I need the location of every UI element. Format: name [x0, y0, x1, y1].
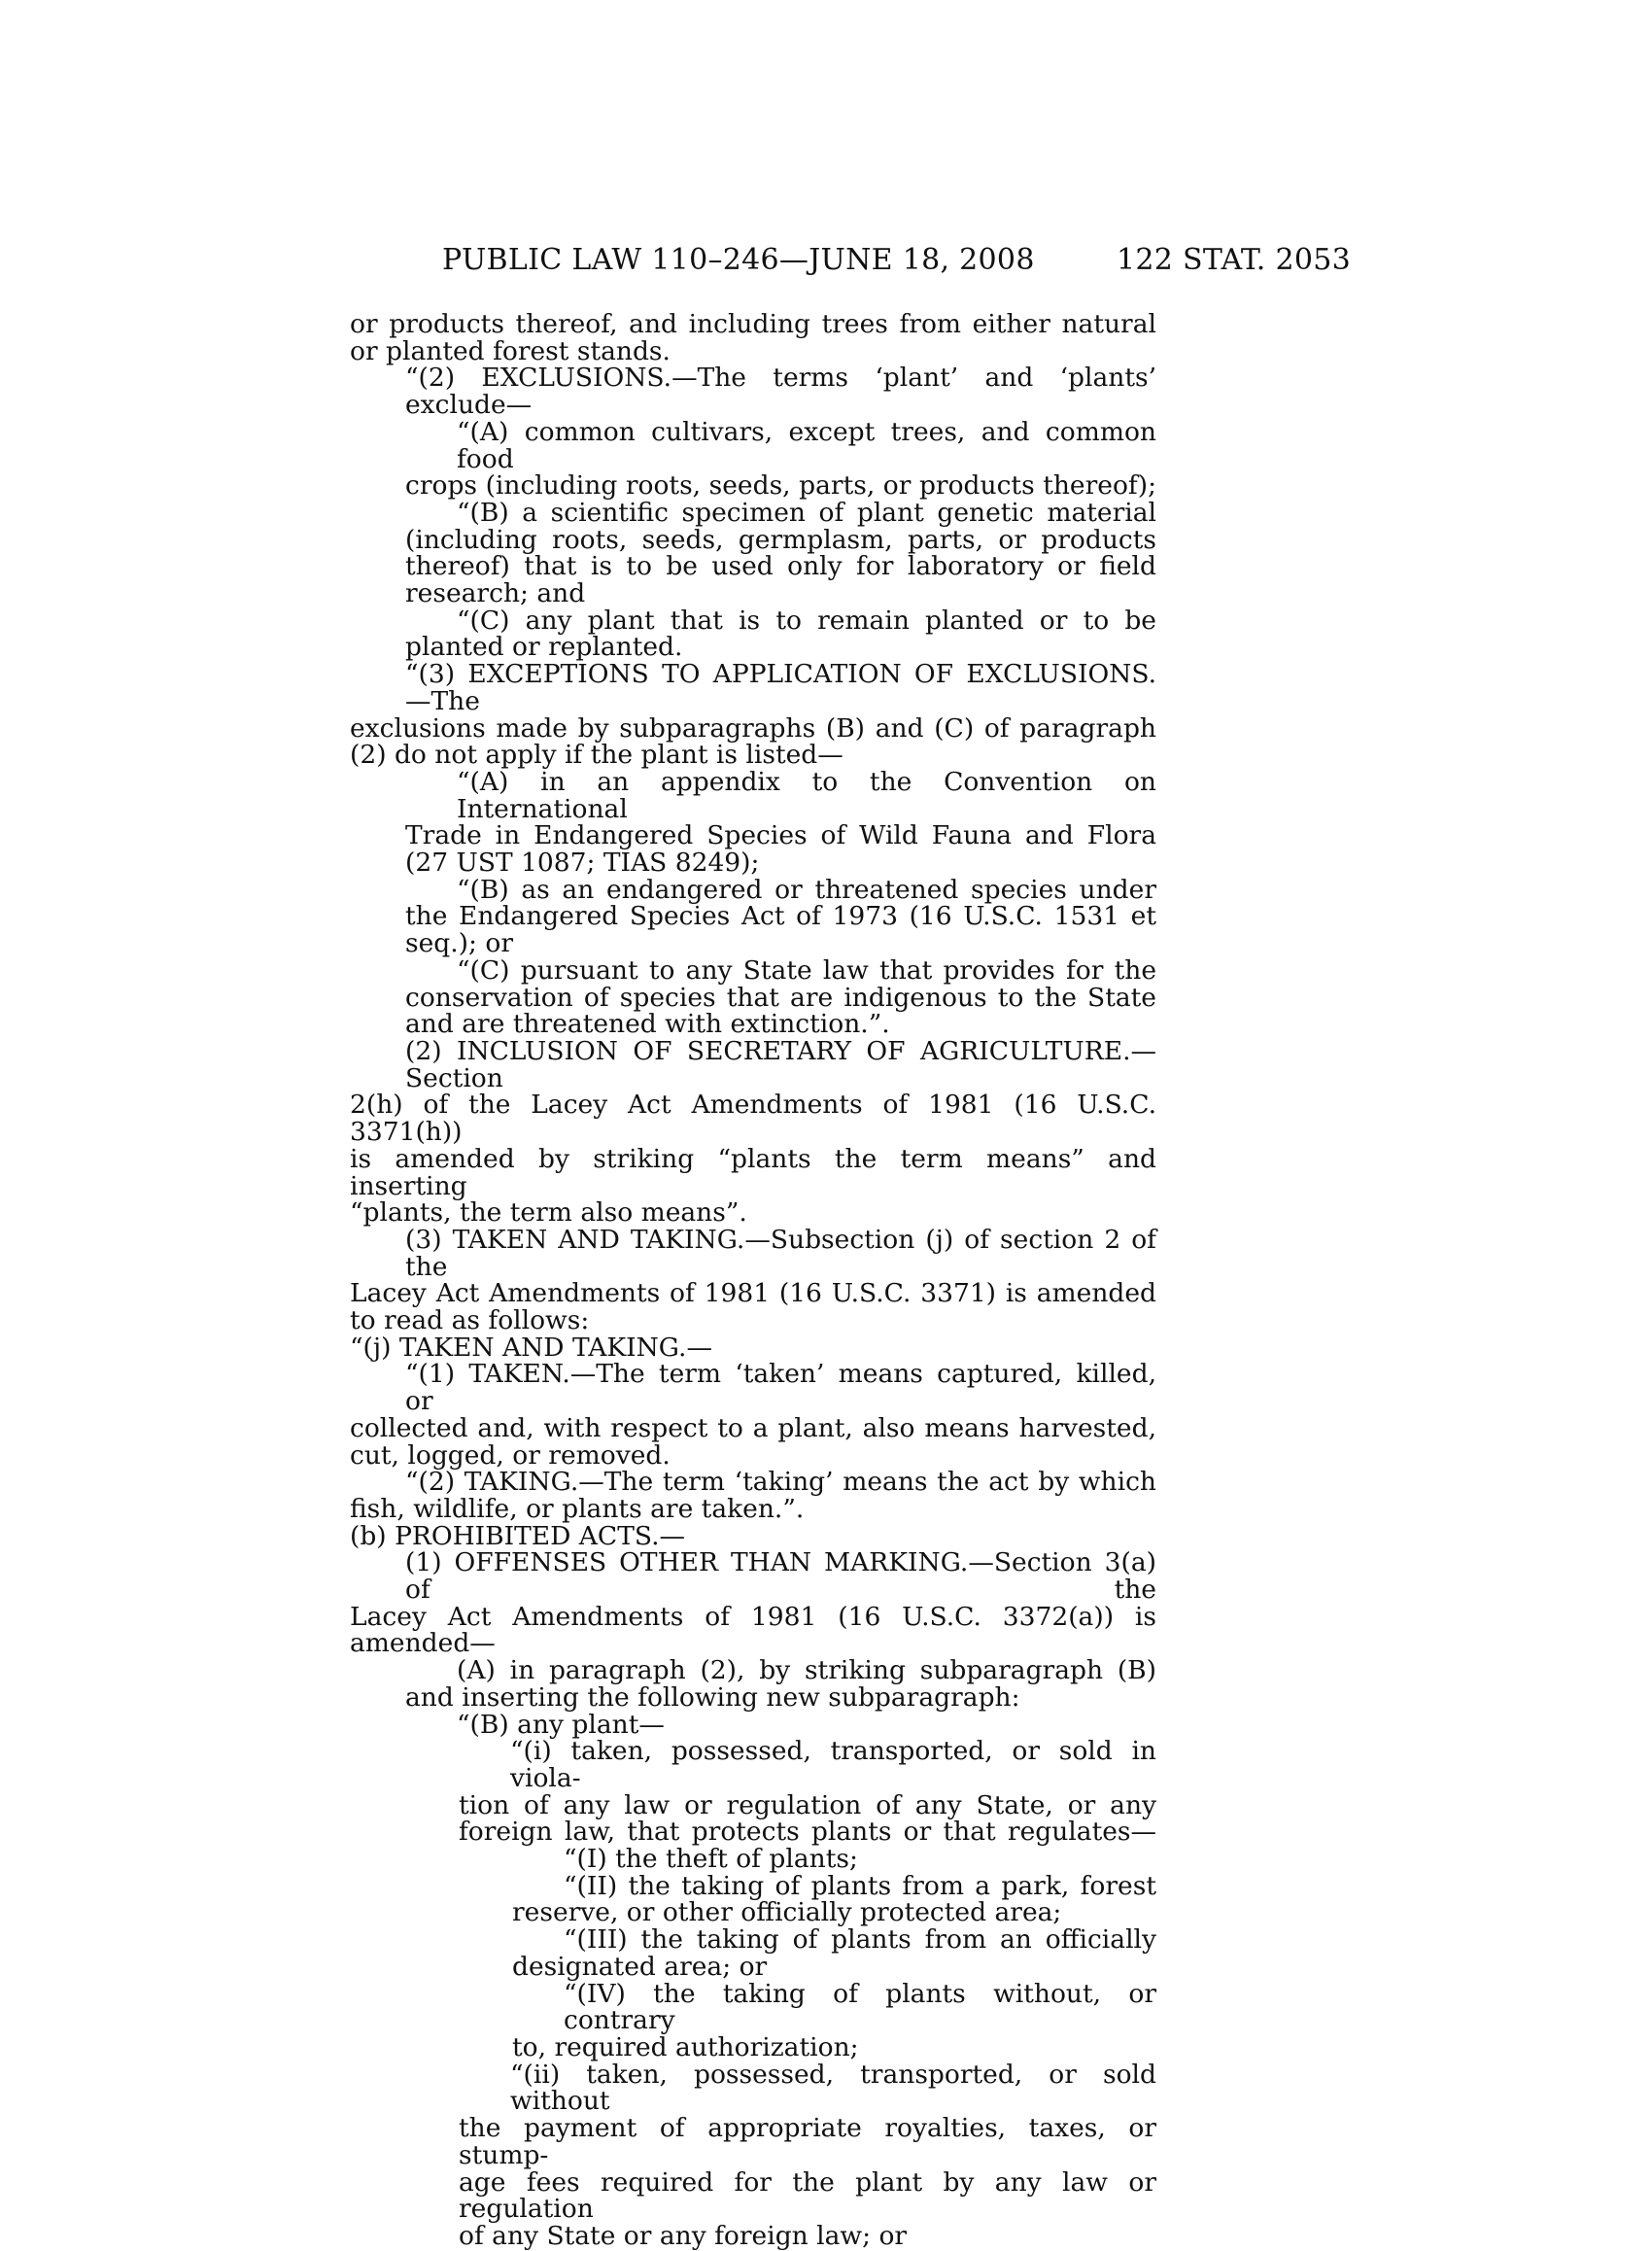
text-line: Trade in Endangered Species of Wild Fauna and Flora: [405, 820, 1156, 851]
text-line: collected and, with respect to a plant, also means harvested,: [350, 1412, 1156, 1443]
text-line: “(2) EXCLUSIONS.—The terms ‘plant’ and ‘plants’ exclude—: [405, 363, 1156, 421]
text-line: (1) OFFENSES OTHER THAN MARKING.—Section 3(a) of the: [405, 1547, 1156, 1606]
text-line: is amended by striking “plants the term means” and inserting: [350, 1143, 1156, 1201]
text-line: seq.); or: [405, 928, 513, 959]
running-head-title: PUBLIC LAW 110–246—JUNE 18, 2008: [442, 243, 1035, 277]
text-line: or products thereof, and including trees from either natural: [350, 309, 1156, 339]
text-line: designated area; or: [512, 1951, 768, 1982]
text-line: “(j) TAKEN AND TAKING.—: [350, 1332, 712, 1363]
text-line: (b) PROHIBITED ACTS.—: [350, 1520, 686, 1551]
text-line: (A) in paragraph (2), by striking subparagraph (B): [457, 1655, 1156, 1686]
page-header: [442, 243, 1351, 282]
text-line: conservation of species that are indigenous to the State: [405, 982, 1156, 1013]
text-line: “(i) taken, possessed, transported, or sold in viola-: [510, 1736, 1156, 1793]
text-line: “(IV) the taking of plants without, or contrary: [564, 1978, 1156, 2036]
text-line: foreign law, that protects plants or that regulates—: [459, 1817, 1156, 1848]
text-line: (2) do not apply if the plant is listed—: [350, 740, 843, 771]
text-line: “(3) EXCEPTIONS TO APPLICATION OF EXCLUSIONS.—The: [405, 659, 1156, 716]
text-line: “(I) the theft of plants;: [564, 1844, 858, 1875]
text-line: of any State or any foreign law; or: [459, 2220, 908, 2251]
text-line: the payment of appropriate royalties, taxes, or stump-: [459, 2113, 1156, 2170]
text-line: Lacey Act Amendments of 1981 (16 U.S.C. 3372(a)) is: [350, 1601, 1156, 1632]
text-line: “(B) a scientific specimen of plant genetic material: [457, 497, 1156, 528]
text-line: to, required authorization;: [512, 2032, 859, 2062]
text-line: “(1) TAKEN.—The term ‘taken’ means captured, killed, or: [405, 1359, 1156, 1417]
text-line: and inserting the following new subparagraph:: [405, 1681, 1020, 1713]
text-line: (3) TAKEN AND TAKING.—Subsection (j) of section 2 of the: [405, 1224, 1156, 1282]
text-line: (including roots, seeds, germplasm, parts, or products: [405, 524, 1156, 555]
text-line: or planted forest stands.: [350, 335, 671, 366]
text-line: “(A) in an appendix to the Convention on International: [457, 766, 1156, 824]
text-line: amended—: [350, 1628, 496, 1659]
text-line: crops (including roots, seeds, parts, or products thereof);: [405, 470, 1156, 502]
statute-page-number: 122 STAT. 2053: [1117, 243, 1351, 277]
text-line: “plants, the term also means”.: [350, 1197, 747, 1229]
text-line: tion of any law or regulation of any State, or any: [459, 1789, 1156, 1820]
text-line: “(III) the taking of plants from an officially: [564, 1924, 1156, 1956]
text-line: “(ii) taken, possessed, transported, or sold without: [510, 2059, 1156, 2117]
text-line: age fees required for the plant by any law or regulation: [459, 2166, 1156, 2225]
text-line: planted or replanted.: [405, 632, 683, 663]
text-line: and are threatened with extinction.”.: [405, 1009, 890, 1040]
text-line: “(A) common cultivars, except trees, and common food: [457, 416, 1156, 474]
text-line: “(C) any plant that is to remain planted or to be: [457, 605, 1156, 636]
text-line: to read as follows:: [350, 1305, 590, 1336]
text-line: 2(h) of the Lacey Act Amendments of 1981 (16 U.S.C. 3371(h)): [350, 1090, 1156, 1148]
text-line: fish, wildlife, or plants are taken.”.: [350, 1493, 805, 1524]
text-line: cut, logged, or removed.: [350, 1439, 671, 1471]
statute-body-text: [350, 311, 1156, 2250]
text-line: (2) INCLUSION OF SECRETARY OF AGRICULTURE.—Section: [405, 1035, 1156, 1093]
text-line: (27 UST 1087; TIAS 8249);: [405, 848, 760, 879]
text-line: research; and: [405, 578, 586, 609]
text-line: exclusions made by subparagraphs (B) and (C) of paragraph: [350, 712, 1156, 744]
text-line: the Endangered Species Act of 1973 (16 U.S.C. 1531 et: [405, 901, 1156, 932]
text-line: “(B) as an endangered or threatened species under: [457, 874, 1156, 905]
text-line: Lacey Act Amendments of 1981 (16 U.S.C. 3371) is amended: [350, 1278, 1156, 1309]
text-line: “(B) any plant—: [457, 1709, 665, 1740]
text-line: thereof) that is to be used only for laboratory or field: [405, 551, 1156, 582]
text-line: “(II) the taking of plants from a park, forest: [564, 1870, 1156, 1901]
text-line: “(2) TAKING.—The term ‘taking’ means the act by which: [405, 1467, 1156, 1498]
text-line: reserve, or other officially protected area;: [512, 1897, 1062, 1928]
text-line: “(C) pursuant to any State law that provides for the: [457, 954, 1156, 986]
